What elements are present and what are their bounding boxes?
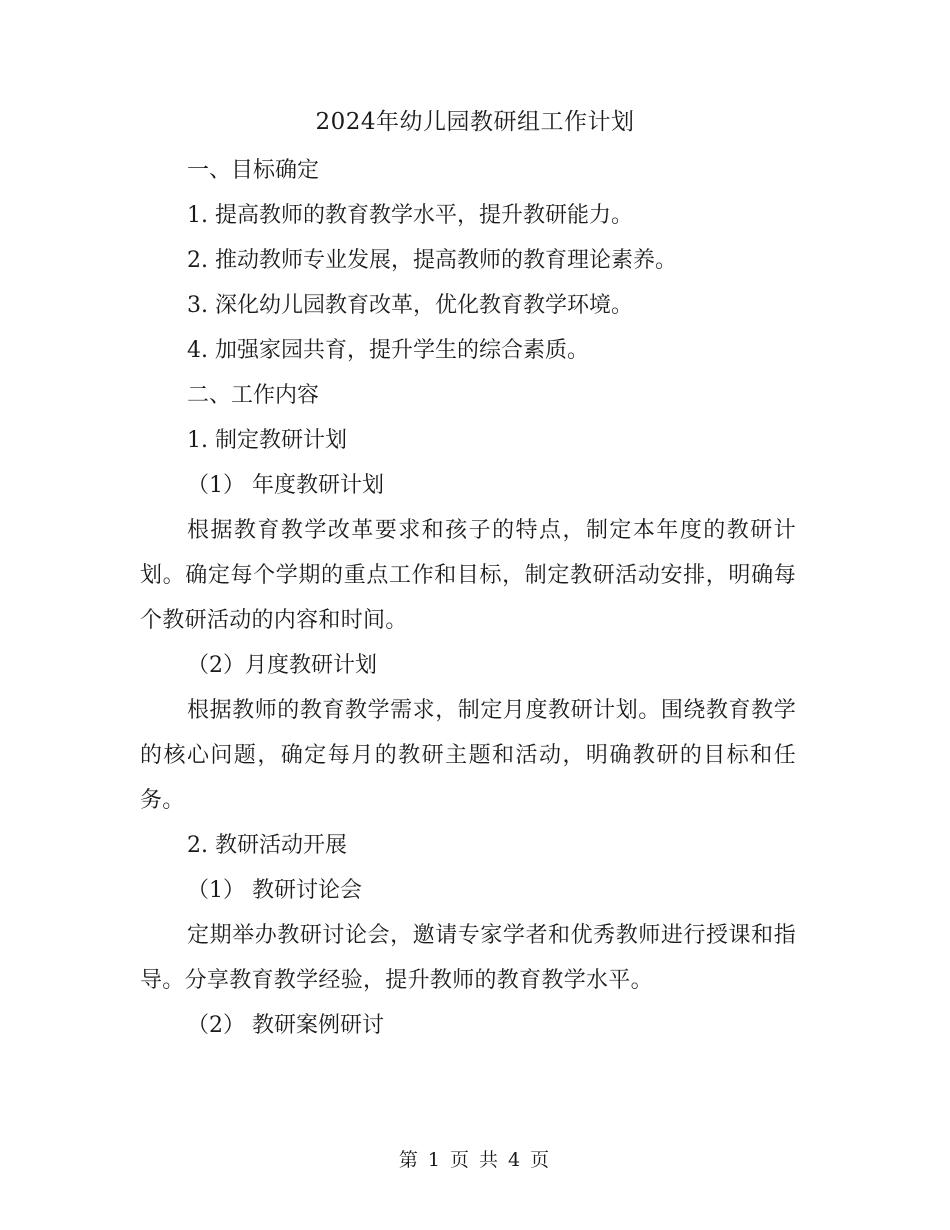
paragraph-seminar: 定期举办教研讨论会，邀请专家学者和优秀教师进行授课和指导。分享教育教学经验，提升教师的教育教学水平。 xyxy=(140,923,796,993)
subsection-heading-plan: 1. 制定教研计划 xyxy=(187,428,347,453)
goal-item-2: 2. 推动教师专业发展，提高教师的教育理论素养。 xyxy=(187,248,677,273)
part-heading-seminar: （1） 教研讨论会 xyxy=(187,878,362,903)
section-heading-work: 二、工作内容 xyxy=(187,383,320,408)
goal-item-4: 4. 加强家园共育，提升学生的综合素质。 xyxy=(187,338,589,363)
part-heading-case-study: （2） 教研案例研讨 xyxy=(187,1013,384,1038)
document-body xyxy=(140,148,796,1048)
paragraph-monthly-plan: 根据教师的教育教学需求，制定月度教研计划。围绕教育教学的核心问题，确定每月的教研主题和活动，明确教研的目标和任务。 xyxy=(140,698,796,813)
goal-item-1: 1. 提高教师的教育教学水平，提升教研能力。 xyxy=(187,203,633,228)
part-heading-annual-plan: （1） 年度教研计划 xyxy=(187,473,384,498)
subsection-heading-activities: 2. 教研活动开展 xyxy=(187,833,347,858)
page-footer: 第 1 页 共 4 页 xyxy=(398,1149,552,1171)
section-heading-goals: 一、目标确定 xyxy=(187,158,320,183)
document-title: 2024年幼儿园教研组工作计划 xyxy=(315,109,635,135)
paragraph-annual-plan: 根据教育教学改革要求和孩子的特点，制定本年度的教研计划。确定每个学期的重点工作和目标，制定教研活动安排，明确每个教研活动的内容和时间。 xyxy=(140,518,796,633)
goal-item-3: 3. 深化幼儿园教育改革，优化教育教学环境。 xyxy=(187,293,633,318)
part-heading-monthly-plan: （2）月度教研计划 xyxy=(187,653,377,678)
